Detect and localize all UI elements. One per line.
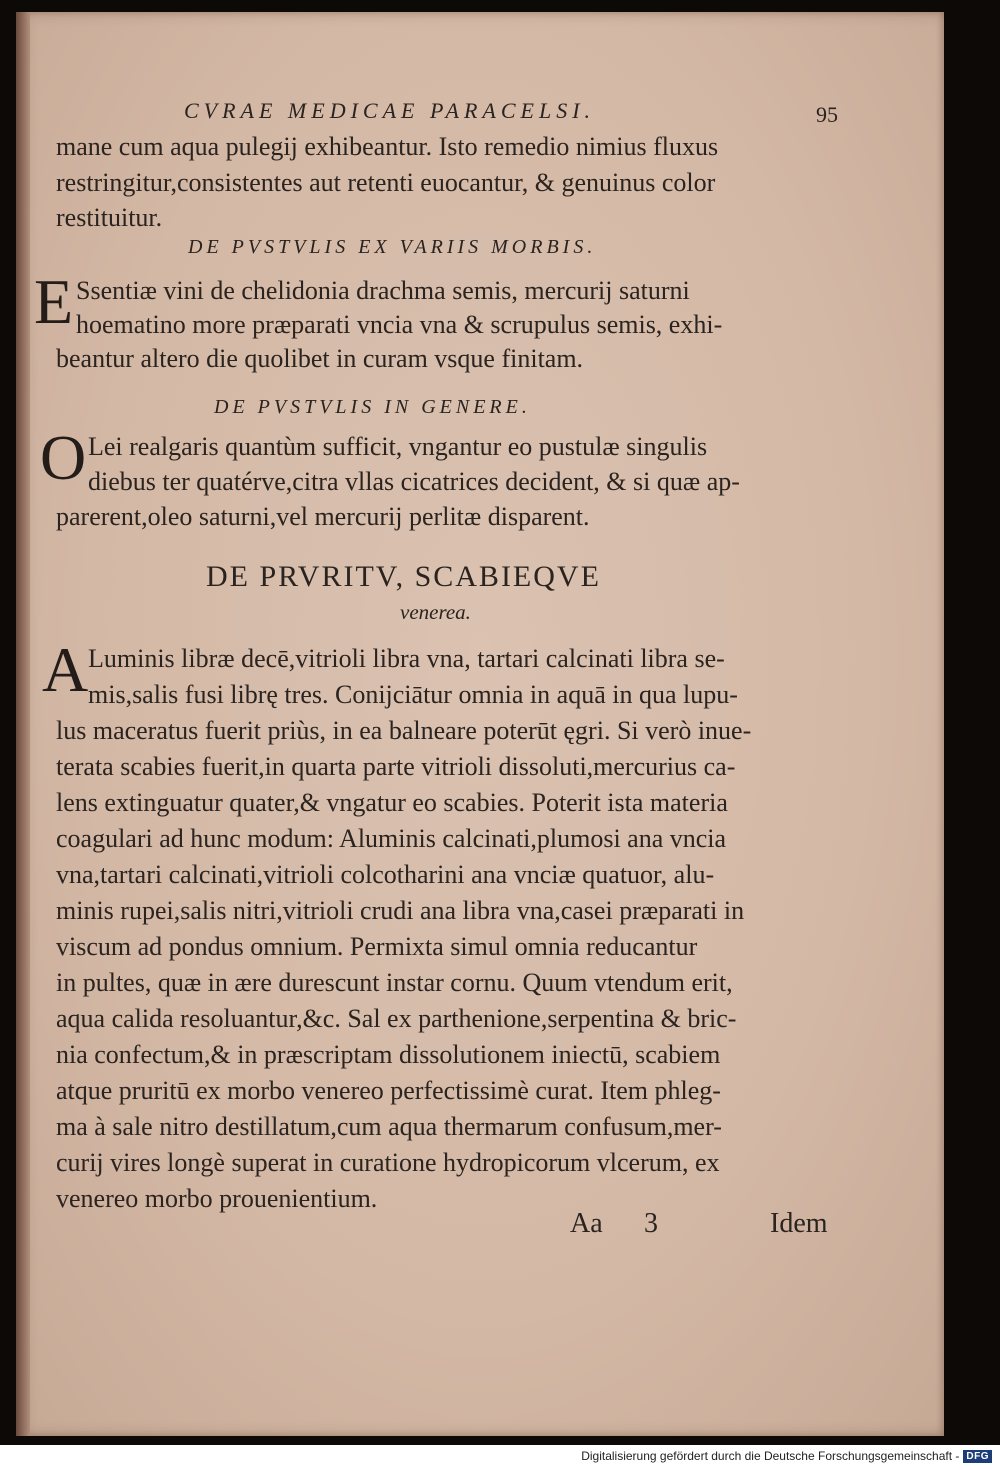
text-line: lus maceratus fuerit priùs, in ea balneare poterūt ęgri. Si verò inue- xyxy=(56,716,752,745)
text-line: atque pruritū ex morbo venereo perfectissimè curat. Item phleg- xyxy=(56,1076,721,1105)
text-line: venereo morbo prouenientium. xyxy=(56,1184,378,1213)
text-line: aqua calida resoluantur,&c. Sal ex parthenione,serpentina & bric- xyxy=(56,1004,737,1033)
text-line: mis,salis fusi librę tres. Conijciātur omnia in aquā in qua lupu- xyxy=(88,680,738,709)
text-line: nia confectum,& in præscriptam dissolutionem iniectū, scabiem xyxy=(56,1040,721,1069)
drop-cap: A xyxy=(42,634,89,705)
page-number: 95 xyxy=(816,102,838,127)
text-line: restituitur. xyxy=(56,203,163,232)
dfg-logo: DFG xyxy=(963,1450,992,1463)
text-line: coagulari ad hunc modum: Aluminis calcinati,plumosi ana vncia xyxy=(56,824,727,853)
text-line: Lei realgaris quantùm sufficit, vngantur eo pustulæ singulis xyxy=(88,432,708,461)
section-heading: DE PVSTVLIS EX VARIIS MORBIS. xyxy=(188,236,597,258)
text-line: ma à sale nitro destillatum,cum aqua thermarum confusum,mer- xyxy=(56,1112,722,1141)
text-line: Luminis libræ decē,vitrioli libra vna, tartari calcinati libra se- xyxy=(88,644,725,673)
text-line: Ssentiæ vini de chelidonia drachma semis, mercurij saturni xyxy=(76,276,690,305)
chapter-subtitle: venerea. xyxy=(400,600,471,624)
text-line: terata scabies fuerit,in quarta parte vitrioli dissoluti,mercurius ca- xyxy=(56,752,736,781)
drop-cap: O xyxy=(40,422,87,493)
chapter-title: DE PRVRITV, SCABIEQVE xyxy=(206,560,601,593)
text-line: mane cum aqua pulegij exhibeantur. Isto remedio nimius fluxus xyxy=(56,132,719,161)
text-line: restringitur,consistentes aut retenti euocantur, & genuinus color xyxy=(56,168,716,197)
section-heading: DE PVSTVLIS IN GENERE. xyxy=(214,396,531,418)
text-line: beantur altero die quolibet in curam vsque finitam. xyxy=(56,344,584,373)
text-line: curij vires longè superat in curatione hydropicorum vlcerum, ex xyxy=(56,1148,720,1177)
text-line: in pultes, quæ in ære durescunt instar cornu. Quum vtendum erit, xyxy=(56,968,733,997)
funding-text: Digitalisierung gefördert durch die Deutsche Forschungsgemeinschaft - xyxy=(581,1449,960,1463)
text-line: viscum ad pondus omnium. Permixta simul omnia reducantur xyxy=(56,932,698,961)
funding-note xyxy=(581,1446,992,1466)
text-line: parerent,oleo saturni,vel mercurij perlitæ disparent. xyxy=(56,502,590,531)
text-line: minis rupei,salis nitri,vitrioli crudi ana libra vna,casei præparati in xyxy=(56,896,745,925)
signature-mark: Aa xyxy=(570,1208,603,1239)
text-line: hoematino more præparati vncia vna & scrupulus semis, exhi- xyxy=(76,310,723,339)
page-spine-shadow xyxy=(16,12,30,1436)
text-line: lens extinguatur quater,& vngatur eo scabies. Poterit ista materia xyxy=(56,788,728,817)
catchword: Idem xyxy=(770,1208,828,1239)
signature-number: 3 xyxy=(644,1208,658,1239)
book-page xyxy=(16,12,944,1436)
text-line: diebus ter quatérve,citra vllas cicatrices decident, & si quæ ap- xyxy=(88,467,740,496)
text-line: vna,tartari calcinati,vitrioli colcotharini ana vnciæ quatuor, alu- xyxy=(56,860,715,889)
running-title: CVRAE MEDICAE PARACELSI. xyxy=(184,98,596,123)
drop-cap: E xyxy=(34,266,74,337)
